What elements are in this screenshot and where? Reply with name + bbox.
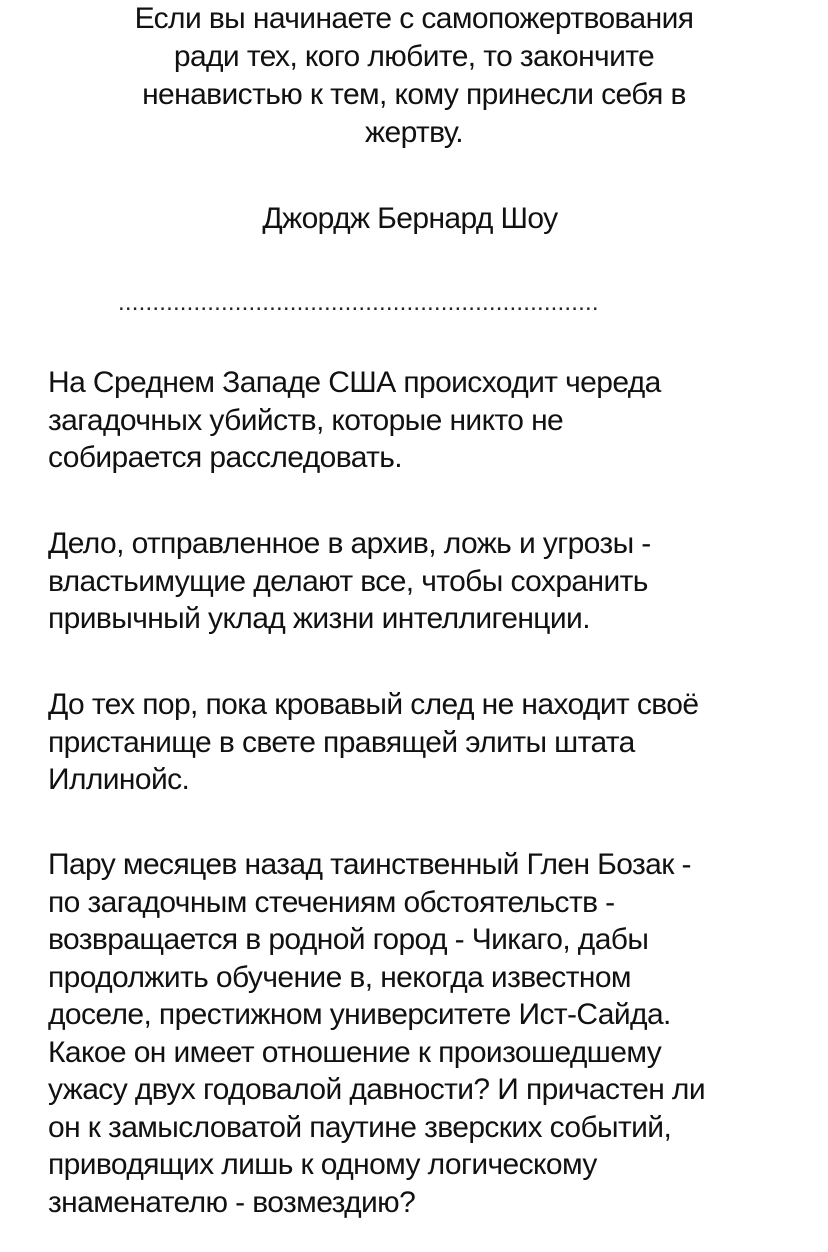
paragraph-line: знаменателю - возмездию? — [48, 1185, 416, 1219]
paragraph-line: До тех пор, пока кровавый след не находит своё — [48, 688, 699, 721]
paragraph-line: собирается расследовать. — [48, 441, 403, 474]
paragraph-line: властьимущие делают все, чтобы сохранить — [48, 564, 648, 598]
paragraph-line: приводящих лишь к одному логическому — [48, 1148, 597, 1181]
paragraph-line: На Среднем Западе США происходит череда — [48, 366, 661, 399]
paragraph-line: доселе, престижном университете Ист-Сайда. — [48, 998, 671, 1031]
quote-line: жертву. — [365, 116, 463, 149]
paragraph-line: пристанище в свете правящей элиты штата — [48, 725, 635, 759]
paragraph-line: он к замысловатой паутине зверских событий, — [48, 1110, 672, 1144]
quote-line: Если вы начинаете с самопожертвования — [134, 2, 694, 35]
paragraph-line: по загадочным стечениям обстоятельств - — [48, 885, 615, 919]
quote-author: Джордж Бернард Шоу — [262, 202, 558, 235]
paragraph-line: Дело, отправленное в архив, ложь и угрозы - — [48, 527, 651, 560]
paragraph-line: Иллинойс. — [48, 763, 190, 796]
paragraph-4 — [48, 846, 808, 1221]
dotted-divider: ...................................................................... — [118, 289, 599, 316]
paragraph-1 — [48, 364, 808, 477]
paragraph-line: ужасу двух годовалой давности? И причастен ли — [48, 1073, 705, 1106]
paragraph-line: возвращается в родной город - Чикаго, дабы — [48, 923, 649, 956]
paragraph-3 — [48, 686, 808, 799]
paragraph-2 — [48, 525, 808, 638]
paragraph-line: привычный уклад жизни интеллигенции. — [48, 602, 590, 635]
paragraph-line: загадочных убийств, которые никто не — [48, 403, 564, 437]
paragraph-line: Пару месяцев назад таинственный Глен Бозак - — [48, 848, 691, 881]
paragraph-line: продолжить обучение в, некогда известном — [48, 960, 631, 994]
quote-line: ради тех, кого любите, то закончите — [173, 40, 655, 73]
paragraph-line: Какое он имеет отношение к произошедшему — [48, 1035, 662, 1069]
quote-line: ненавистью к тем, кому принесли себя в — [142, 78, 686, 111]
epigraph-quote — [40, 0, 788, 152]
